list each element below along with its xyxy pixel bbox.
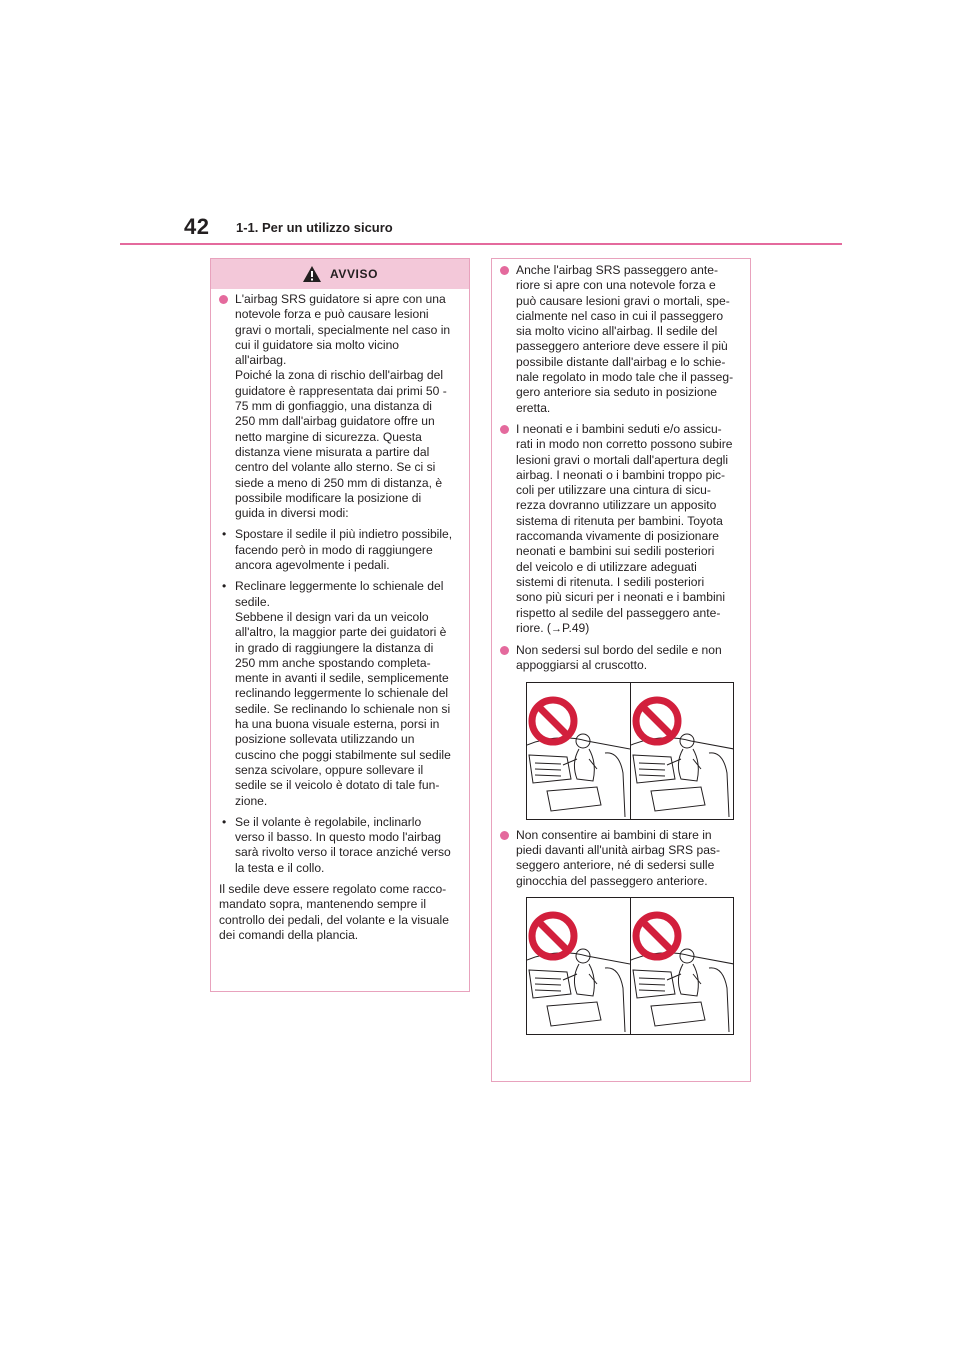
vent-lines	[639, 763, 665, 776]
person-body	[678, 749, 698, 781]
text-line: Anche l'airbag SRS passeggero ante-	[516, 263, 718, 277]
text-line: riore. (→P.49)	[516, 620, 590, 635]
vent-lines	[535, 978, 561, 991]
text-line: sia molto vicino all'airbag. Il sedile del	[516, 324, 718, 339]
text-line: Poiché la zona di rischio dell'airbag del	[235, 368, 444, 383]
text-line: mente in avanti il sedile, semplicemente	[235, 671, 449, 686]
text-line: sarà rivolto verso il torace anziché verso	[235, 845, 451, 860]
text-line: siede a meno di 250 mm di distanza, è	[235, 475, 443, 490]
text-line: netto margine di sicurezza. Questa	[235, 429, 422, 444]
text-line: L'airbag SRS guidatore si apre con una	[235, 292, 446, 306]
text-line: rezza dovranno utilizzare un apposito	[516, 498, 717, 513]
warning-box-right	[491, 258, 751, 1082]
text-line: dei comandi della plancia.	[219, 927, 359, 942]
text-line: sistema di ritenuta per bambini. Toyota	[516, 513, 723, 528]
text-line: zione.	[235, 793, 268, 808]
bullet-icon	[500, 425, 509, 434]
text-line: mandato sopra, mantenendo sempre il	[219, 897, 427, 912]
text-line: appoggiarsi al cruscotto.	[516, 658, 648, 673]
person-body	[574, 964, 594, 996]
text-line: Il sedile deve essere regolato come racco-	[219, 881, 447, 896]
text-line: in grado di raggiungere la distanza di	[235, 640, 434, 655]
text-line: 250 mm anche spostando completa-	[235, 655, 431, 670]
text-line: posizione sollevata utilizzando un	[235, 732, 415, 747]
text-line: all'airbag.	[235, 353, 287, 368]
text-line: rispetto al sedile del passeggero ante-	[516, 605, 721, 620]
text-line: lesioni gravi o mortali dall'apertura degli	[516, 452, 729, 467]
seat-outline	[709, 968, 729, 1032]
text-line: 75 mm di gonfiaggio, una distanza di	[235, 399, 432, 414]
text-line: controllo dei pedali, del volante e la visuale	[219, 912, 449, 927]
warning-triangle-icon	[302, 265, 322, 283]
header-rule	[120, 243, 842, 245]
illustration-pane	[527, 683, 630, 819]
warning-header-label: AVVISO	[329, 267, 379, 281]
page-reference-link[interactable]: P.49	[561, 620, 586, 635]
page-number: 42	[184, 214, 210, 239]
center-console	[651, 1002, 705, 1026]
warning-paragraph	[500, 828, 742, 889]
text-line: del veicolo e di utilizzare adeguati	[516, 559, 697, 574]
text-line: senza scivolare, oppure sollevare il	[235, 762, 424, 777]
text-line: Sebbene il design vari da un veicolo	[235, 609, 429, 624]
text-line: all'altro, la maggior parte dei guidatori è	[235, 625, 447, 640]
dash-bullet: •	[222, 527, 227, 542]
text-line: centro del volante allo sterno. Se ci si	[235, 460, 436, 475]
text-line: 250 mm dall'airbag guidatore offre un	[235, 414, 435, 429]
text-line: gero anteriore sia seduto in posizione	[516, 385, 718, 400]
text-line: seggero anteriore, né di sedersi sulle	[516, 858, 715, 873]
text-line: I neonati e i bambini seduti e/o assicu-	[516, 421, 722, 436]
bullet-icon	[500, 646, 509, 655]
text-line: neonati e bambini sui sedili posteriori	[516, 544, 715, 559]
prohibition-slash	[642, 706, 672, 736]
illustration-child-standing	[526, 897, 734, 1035]
illustration-pane	[527, 898, 630, 1034]
text-line: distanza viene misurata a partire dal	[235, 444, 430, 459]
text-line: Reclinare leggermente lo schienale del	[235, 579, 444, 594]
person-body	[678, 964, 698, 996]
seat-outline	[605, 753, 625, 817]
text-line: eretta.	[516, 400, 551, 415]
illustration-leaning-on-dashboard	[526, 682, 734, 820]
list-item	[219, 527, 461, 573]
seat-outline	[605, 968, 625, 1032]
warning-paragraph	[219, 292, 461, 521]
text-line: può causare lesioni gravi o mortali, spe-	[516, 293, 730, 308]
text-line: ha una buona visuale esterna, porsi in	[235, 717, 440, 732]
text-line: guida in diversi modi:	[235, 506, 349, 521]
dash-bullet: •	[222, 814, 227, 829]
text-line: piedi davanti all'unità airbag SRS pas-	[516, 843, 720, 858]
text-line: sedile.	[235, 594, 270, 609]
bullet-icon	[219, 295, 228, 304]
text-line: sono più sicuri per i neonati e i bambini	[516, 590, 726, 605]
list-item	[219, 579, 461, 808]
person-body	[574, 749, 594, 781]
illustration-pane	[631, 898, 734, 1034]
text-line: Se il volante è regolabile, inclinarlo	[235, 814, 422, 829]
text-line: possibile distante dall'airbag e lo schie-	[516, 354, 726, 369]
center-console	[547, 1002, 601, 1026]
text-line: ancora agevolmente i pedali.	[235, 558, 390, 573]
text-line: sedile se il veicolo è dotato di tale fun-	[235, 778, 440, 793]
text-line: ginocchia del passeggero anteriore.	[516, 873, 708, 888]
text-line: notevole forza e può causare lesioni	[235, 307, 429, 322]
prohibition-slash	[642, 921, 672, 951]
warning-paragraph	[500, 263, 742, 416]
prohibition-slash	[538, 921, 568, 951]
text-line: raccomanda vivamente di posizionare	[516, 529, 720, 544]
warning-header	[211, 259, 469, 289]
text-line: cui il guidatore sia molto vicino	[235, 337, 400, 352]
text-line: Non sedersi sul bordo del sedile e non	[516, 643, 722, 658]
text-line: guidatore è rappresentata dai primi 50 -	[235, 383, 447, 398]
text-line: Spostare il sedile il più indietro possibile,	[235, 527, 453, 542]
text-line: airbag. I neonati o i bambini troppo pic-	[516, 467, 726, 482]
text-line: Non consentire ai bambini di stare in	[516, 827, 712, 842]
vent-lines	[535, 763, 561, 776]
text-line: sistemi di ritenuta. I sedili posteriori	[516, 574, 705, 589]
arrow-right-icon: →	[550, 622, 562, 635]
text-line: passeggero anteriore deve essere il più	[516, 339, 728, 354]
text-line: la testa e il collo.	[235, 860, 325, 875]
text-line: verso il basso. In questo modo l'airbag	[235, 830, 442, 845]
center-console	[651, 787, 705, 811]
list-item	[219, 815, 461, 876]
section-title: 1-1. Per un utilizzo sicuro	[236, 220, 393, 235]
center-console	[547, 787, 601, 811]
closing-paragraph	[219, 882, 461, 943]
text-line: possibile modificare la posizione di	[235, 490, 422, 505]
dash-bullet: •	[222, 579, 227, 594]
text-line: cialmente nel caso in cui il passeggero	[516, 308, 724, 323]
warning-paragraph	[500, 422, 742, 637]
text-line: reclinando leggermente lo schienale del	[235, 686, 449, 701]
bullet-icon	[500, 831, 509, 840]
warning-paragraph	[500, 643, 742, 674]
bullet-icon	[500, 266, 509, 275]
text-line: facendo però in modo di raggiungere	[235, 542, 433, 557]
text-line: riore si apre con una notevole forza e	[516, 278, 716, 293]
warning-box-left	[210, 258, 470, 992]
text-line: nale regolato in modo tale che il passeg-	[516, 370, 734, 385]
vent-lines	[639, 978, 665, 991]
text-line: sedile. Se reclinando lo schienale non si	[235, 701, 451, 716]
text-line: cuscino che poggi stabilmente sul sedile	[235, 747, 451, 762]
text-line: rati in modo non corretto possono subire	[516, 437, 733, 452]
seat-outline	[709, 753, 729, 817]
text-line: gravi o mortali, specialmente nel caso in	[235, 322, 451, 337]
prohibition-slash	[538, 706, 568, 736]
illustration-pane	[631, 683, 734, 819]
reference-close: )	[585, 620, 590, 635]
text-line: coli per utilizzare una cintura di sicu-	[516, 483, 711, 498]
